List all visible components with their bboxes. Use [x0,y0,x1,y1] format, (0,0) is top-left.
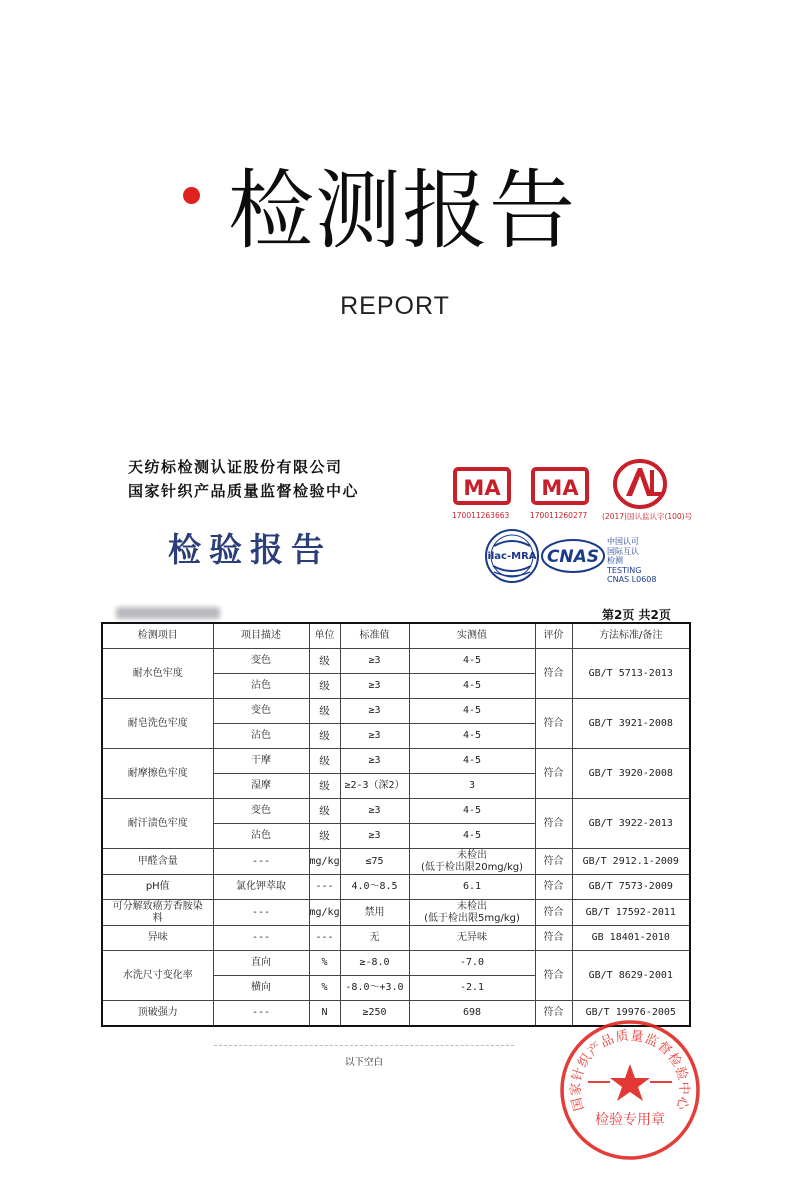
item-description: 变色 [213,649,309,674]
measured-value: 6.1 [409,875,535,900]
evaluation: 符合 [535,926,572,951]
test-item-line: 可分解致癌芳香胺染 [112,900,203,912]
column-header: 单位 [309,623,340,649]
unit: 级 [309,699,340,724]
red-bullet-dot [183,187,200,204]
unit: 级 [309,774,340,799]
cma-logo-icon [530,466,590,506]
unit: 级 [309,674,340,699]
measured-value [409,849,535,875]
measured-value: 无异味 [409,926,535,951]
measured-value: 3 [409,774,535,799]
cnas-line-3: 检测 [607,556,623,565]
standard-value: ≥3 [340,799,409,824]
item-description: 干摩 [213,749,309,774]
measured-value: 4-5 [409,799,535,824]
method-standard: GB/T 5713-2013 [572,649,690,699]
item-description: 直向 [213,951,309,976]
cal-caption: (2017)国认监认字(100)号 [602,512,693,521]
cnas-label: CNAS [546,547,600,567]
standard-value: 4.0～8.5 [340,875,409,900]
unit: 级 [309,724,340,749]
standard-value: ≥3 [340,674,409,699]
cnas-caption [607,537,656,585]
standard-value: ≥-8.0 [340,951,409,976]
measured-result: 未检出 [457,900,487,912]
evaluation: 符合 [535,699,572,749]
detection-limit: (低于检出限5mg/kg) [424,912,520,924]
table-row [102,649,690,674]
item-description: 横向 [213,976,309,1001]
table-header-row [102,623,690,649]
unit: % [309,951,340,976]
item-description: 变色 [213,799,309,824]
method-standard: GB/T 3921-2008 [572,699,690,749]
item-description: 变色 [213,699,309,724]
measured-value: 4-5 [409,749,535,774]
test-item: 异味 [102,926,213,951]
standard-value: ≥3 [340,699,409,724]
svg-text:MA: MA [541,476,579,500]
evaluation: 符合 [535,749,572,799]
svg-text:MA: MA [463,476,501,500]
method-standard: GB/T 3922-2013 [572,799,690,849]
item-description: 沾色 [213,674,309,699]
method-standard: GB/T 3920-2008 [572,749,690,799]
page-title: 检测报告 [228,161,576,261]
unit: --- [309,875,340,900]
test-item: 水洗尺寸变化率 [102,951,213,1001]
evaluation: 符合 [535,951,572,1001]
item-description: 湿摩 [213,774,309,799]
unit: mg/kg [309,900,340,926]
standard-value: ≥3 [340,824,409,849]
test-item: pH值 [102,875,213,900]
method-standard: GB/T 8629-2001 [572,951,690,1001]
standard-value: -8.0～+3.0 [340,976,409,1001]
column-header: 项目描述 [213,623,309,649]
measured-value: 4-5 [409,724,535,749]
evaluation: 符合 [535,849,572,875]
standard-value: ≥250 [340,1001,409,1027]
test-item: 耐皂洗色牢度 [102,699,213,749]
cnas-line-1: 中国认可 [607,537,639,546]
table-row [102,799,690,824]
evaluation: 符合 [535,875,572,900]
test-item: 耐摩擦色牢度 [102,749,213,799]
table-row [102,749,690,774]
unit: 级 [309,649,340,674]
item-description: 沾色 [213,724,309,749]
test-item: 顶破强力 [102,1001,213,1027]
blurred-report-number [116,607,220,619]
method-standard: GB 18401-2010 [572,926,690,951]
standard-value: ≤75 [340,849,409,875]
test-results-table [101,622,691,1027]
item-description: 氯化钾萃取 [213,875,309,900]
test-item: 耐汗渍色牢度 [102,799,213,849]
company-name: 天纺标检测认证股份有限公司 [128,458,343,476]
column-header: 实测值 [409,623,535,649]
cal-logo-icon [612,458,668,510]
method-standard: GB/T 2912.1-2009 [572,849,690,875]
ilac-mra-label: ilac-MRA [487,551,537,562]
measured-value: -7.0 [409,951,535,976]
standard-value: ≥2-3（深2） [340,774,409,799]
blank-below-note: 以下空白 [344,1057,383,1068]
item-description: --- [213,1001,309,1027]
unit: mg/kg [309,849,340,875]
measured-result: 未检出 [457,849,487,861]
unit: 级 [309,799,340,824]
item-description: 沾色 [213,824,309,849]
page-info: 第2页 共2页 [602,608,671,622]
standard-value: ≥3 [340,749,409,774]
method-standard: GB/T 17592-2011 [572,900,690,926]
method-standard: GB/T 7573-2009 [572,875,690,900]
measured-value: -2.1 [409,976,535,1001]
seal-ring-text: 国家针织产品质量监督检验中心 [568,1028,692,1113]
column-header: 评价 [535,623,572,649]
measured-value: 4-5 [409,649,535,674]
unit: 级 [309,824,340,849]
measured-value [409,900,535,926]
unit: N [309,1001,340,1027]
standard-value: ≥3 [340,724,409,749]
unit: 级 [309,749,340,774]
table-row [102,900,690,926]
cma1-number: 170011263663 [452,511,510,520]
cma-logo-icon [452,466,512,506]
seal-center-text: 检验专用章 [595,1112,665,1128]
item-description: --- [213,926,309,951]
measured-value: 4-5 [409,699,535,724]
measured-value: 4-5 [409,824,535,849]
item-description: --- [213,849,309,875]
page-subtitle: REPORT [340,292,450,320]
standard-value: 无 [340,926,409,951]
report-title: 检验报告 [168,530,332,569]
unit: --- [309,926,340,951]
table-row [102,699,690,724]
evaluation: 符合 [535,649,572,699]
column-header: 标准值 [340,623,409,649]
cnas-logo-icon [540,538,606,574]
method-standard: GB/T 19976-2005 [572,1001,690,1027]
test-item-line: 料 [152,912,163,924]
measured-value: 698 [409,1001,535,1027]
table-row [102,951,690,976]
center-name: 国家针织产品质量监督检验中心 [128,482,360,500]
table-row [102,926,690,951]
column-header: 检测项目 [102,623,213,649]
standard-value: 禁用 [340,900,409,926]
table-row [102,849,690,875]
cnas-line-2: 国际互认 [607,546,639,556]
standard-value: ≥3 [340,649,409,674]
evaluation: 符合 [535,1001,572,1027]
item-description: --- [213,900,309,926]
test-item [102,900,213,926]
divider [214,1045,514,1046]
unit: % [309,976,340,1001]
detection-limit: (低于检出限20mg/kg) [420,861,524,873]
test-item: 甲醛含量 [102,849,213,875]
test-item: 耐水色牢度 [102,649,213,699]
evaluation: 符合 [535,799,572,849]
column-header: 方法标准/备注 [572,623,690,649]
cma2-number: 170011260277 [530,511,588,520]
cnas-line-4: TESTING [607,565,642,575]
ilac-mra-logo-icon [484,528,540,584]
official-seal-stamp [558,1018,702,1162]
measured-value: 4-5 [409,674,535,699]
cnas-line-5: CNAS L0608 [607,575,657,584]
table-row [102,875,690,900]
evaluation: 符合 [535,900,572,926]
